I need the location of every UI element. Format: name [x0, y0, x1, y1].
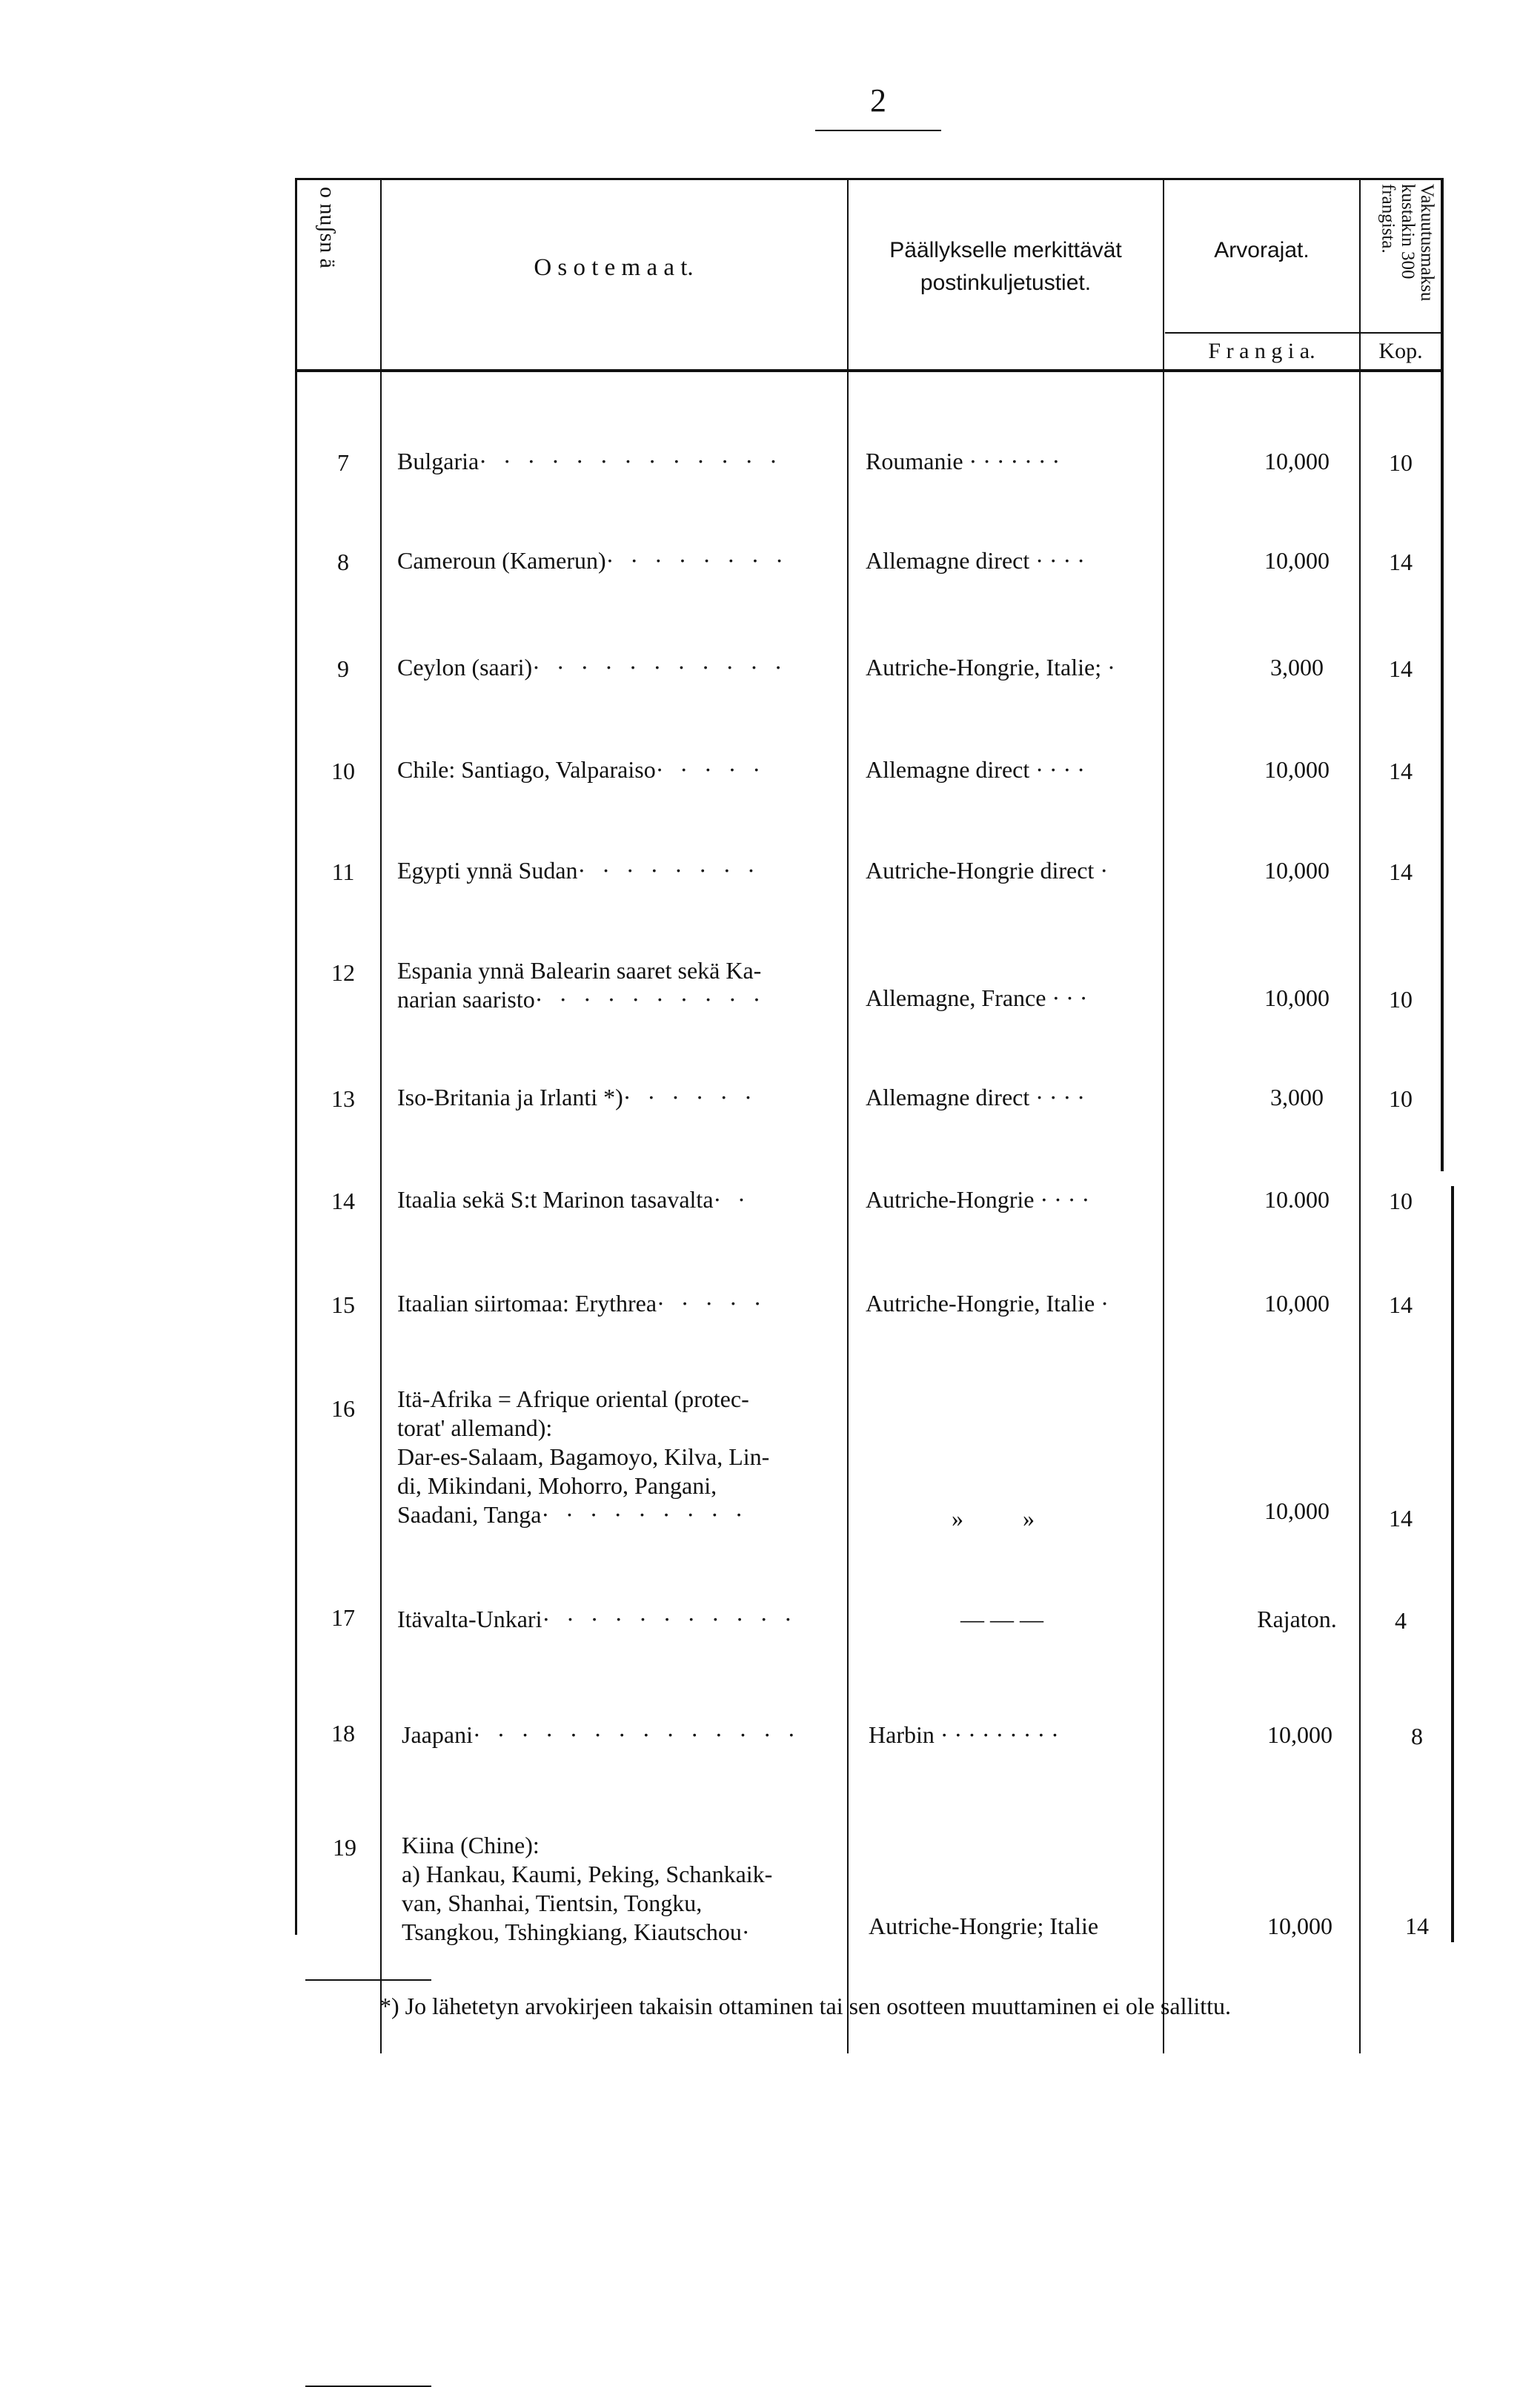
insurance-fee: 14	[1389, 549, 1413, 575]
header-destinations: O s o t e m a a t.	[534, 254, 694, 281]
destination	[397, 448, 783, 475]
destination-name: Itaalia sekä S:t Marinon tasavalta	[397, 1186, 714, 1213]
route: Autriche-Hongrie · · · ·	[866, 1186, 1090, 1213]
row-number: 17	[331, 1604, 355, 1631]
insurance-fee: 10	[1389, 449, 1413, 476]
value-limit: 3,000	[1270, 654, 1324, 681]
value-limit: 10,000	[1267, 1721, 1332, 1748]
leader-dots: ·	[741, 1918, 755, 1946]
insurance-fee: 14	[1389, 1291, 1413, 1318]
leader-dots: · · · · · · · ·	[577, 857, 760, 884]
insurance-fee: 10	[1389, 986, 1413, 1013]
row-number: 11	[331, 858, 355, 885]
value-limit: 10,000	[1264, 1497, 1330, 1524]
header-value-unit: F r a n g i a.	[1208, 339, 1315, 363]
value-limit: 10,000	[1264, 857, 1330, 884]
insurance-fee: 14	[1389, 655, 1413, 682]
insurance-fee: 4	[1395, 1607, 1407, 1634]
header-number-column: o nuʃsn ä	[315, 187, 340, 268]
route: Allemagne, France · · ·	[866, 984, 1088, 1011]
destination	[397, 547, 789, 575]
leader-dots: · · · · · · · · ·	[541, 1501, 749, 1529]
destination-name: Itä-Afrika = Afrique oriental (protec- torat' allemand): Dar-es-Salaam, Bagamoyo, Kilva, Lin- di, Mikindani, Mohorro, Pangani, Saadani, Tanga	[397, 1385, 770, 1529]
destination-name: Ceylon (saari)	[397, 654, 533, 681]
value-limit: 10,000	[1264, 756, 1330, 783]
row-number: 8	[337, 549, 349, 575]
leader-dots: · · · · · · · · · · · · ·	[479, 448, 783, 474]
header-insurance-fee: Vakuutusmaksu kustakin 300 frangista.	[1378, 184, 1437, 302]
value-limit: 10,000	[1264, 1290, 1330, 1317]
destination-name: Kiina (Chine): a) Hankau, Kaumi, Peking, Schankaik- van, Shanhai, Tientsin, Tongku, Tsangkou, Tshingkiang, Kiautschou	[402, 1832, 773, 1946]
page-number: 2	[815, 82, 941, 131]
insurance-fee: 14	[1389, 858, 1413, 885]
destination-name: Iso-Britania ja Irlanti *)	[397, 1084, 623, 1110]
destination-name: Espania ynnä Balearin saaret sekä Ka- narian saaristo	[397, 957, 762, 1013]
route: Harbin · · · · · · · · ·	[869, 1721, 1059, 1748]
route: Autriche-Hongrie direct ·	[866, 857, 1108, 884]
row-number: 16	[331, 1395, 355, 1422]
footnote-rule	[305, 1979, 431, 1981]
leader-dots: · · · · · ·	[623, 1084, 757, 1110]
header-fee-unit: Kop.	[1378, 339, 1423, 363]
leader-dots: · · · · ·	[655, 756, 766, 783]
destination-name: Cameroun (Kamerun)	[397, 547, 606, 574]
sub-header-rule	[1165, 332, 1441, 334]
destination-name: Bulgaria	[397, 448, 479, 474]
value-limit: 10,000	[1267, 1913, 1332, 1939]
header-routes-line-2: postinkuljetustiet.	[920, 270, 1092, 295]
destination	[397, 1084, 757, 1111]
table-top-rule	[295, 178, 1442, 180]
leader-dots: · · · · · · · · · · ·	[542, 1606, 797, 1632]
row-number: 19	[333, 1834, 356, 1861]
route: Autriche-Hongrie; Italie	[869, 1913, 1099, 1939]
value-limit: 10,000	[1264, 984, 1330, 1011]
destination	[402, 1721, 800, 1749]
col-divider-1	[380, 178, 382, 2053]
destination	[397, 756, 766, 784]
leader-dots: · · · · ·	[657, 1290, 767, 1317]
value-limit: 10,000	[1264, 547, 1330, 574]
row-number: 14	[331, 1188, 355, 1214]
destination	[402, 1831, 772, 1947]
route: » »	[952, 1505, 1035, 1532]
header-rule	[295, 369, 1442, 372]
destination	[397, 857, 760, 884]
route: Allemagne direct · · · ·	[866, 1084, 1085, 1110]
route: — — —	[960, 1606, 1043, 1632]
footnote: *) Jo lähetetyn arvokirjeen takaisin ottaminen tai sen osotteen muuttaminen ei ole sallittu.	[379, 1993, 1232, 2019]
col-divider-2	[847, 178, 849, 2053]
right-border-lower	[1451, 1186, 1454, 1942]
destination-name: Egypti ynnä Sudan	[397, 857, 578, 884]
row-number: 18	[331, 1720, 355, 1747]
leader-dots: · · · · · · · · · · · · · ·	[472, 1721, 801, 1748]
value-limit: Rajaton.	[1257, 1606, 1337, 1632]
row-number: 13	[331, 1085, 355, 1112]
insurance-fee: 14	[1405, 1913, 1429, 1939]
row-number: 12	[331, 959, 355, 986]
right-border	[1441, 178, 1444, 1171]
header-value-limits: Arvorajat.	[1214, 238, 1310, 262]
row-number: 7	[337, 449, 349, 476]
col-divider-3	[1163, 178, 1164, 2053]
row-number: 9	[337, 655, 349, 682]
destination	[397, 1290, 766, 1317]
route: Allemagne direct · · · ·	[866, 547, 1085, 574]
route: Autriche-Hongrie, Italie ·	[866, 1290, 1109, 1317]
destination-name: Jaapani	[402, 1721, 473, 1748]
leader-dots: · · · · · · · · · ·	[534, 986, 766, 1013]
row-number: 15	[331, 1291, 355, 1318]
insurance-fee: 8	[1411, 1723, 1423, 1749]
destination	[397, 1186, 751, 1214]
value-limit: 10.000	[1264, 1186, 1330, 1213]
destination-name: Itaalian siirtomaa: Erythrea	[397, 1290, 657, 1317]
insurance-fee: 14	[1389, 1505, 1413, 1532]
insurance-fee: 10	[1389, 1188, 1413, 1214]
route: Roumanie · · · · · · ·	[866, 448, 1061, 474]
insurance-fee: 10	[1389, 1085, 1413, 1112]
leader-dots: · · · · · · · ·	[605, 547, 789, 574]
row-number: 10	[331, 758, 355, 784]
value-limit: 10,000	[1264, 448, 1330, 474]
destination	[397, 1606, 797, 1633]
leader-dots: · · · · · · · · · · ·	[532, 654, 788, 681]
left-border	[295, 178, 297, 1935]
insurance-fee: 14	[1389, 758, 1413, 784]
destination	[397, 1385, 769, 1529]
value-limit: 3,000	[1270, 1084, 1324, 1110]
leader-dots: · ·	[713, 1186, 751, 1213]
route: Allemagne direct · · · ·	[866, 756, 1085, 783]
header-routes	[849, 234, 1163, 299]
destination	[397, 654, 787, 681]
route: Autriche-Hongrie, Italie; ·	[866, 654, 1115, 681]
header-routes-line-1: Päällykselle merkittävät	[889, 238, 1122, 262]
destination-name: Chile: Santiago, Valparaiso	[397, 756, 656, 783]
destination-name: Itävalta-Unkari	[397, 1606, 542, 1632]
destination	[397, 956, 766, 1014]
